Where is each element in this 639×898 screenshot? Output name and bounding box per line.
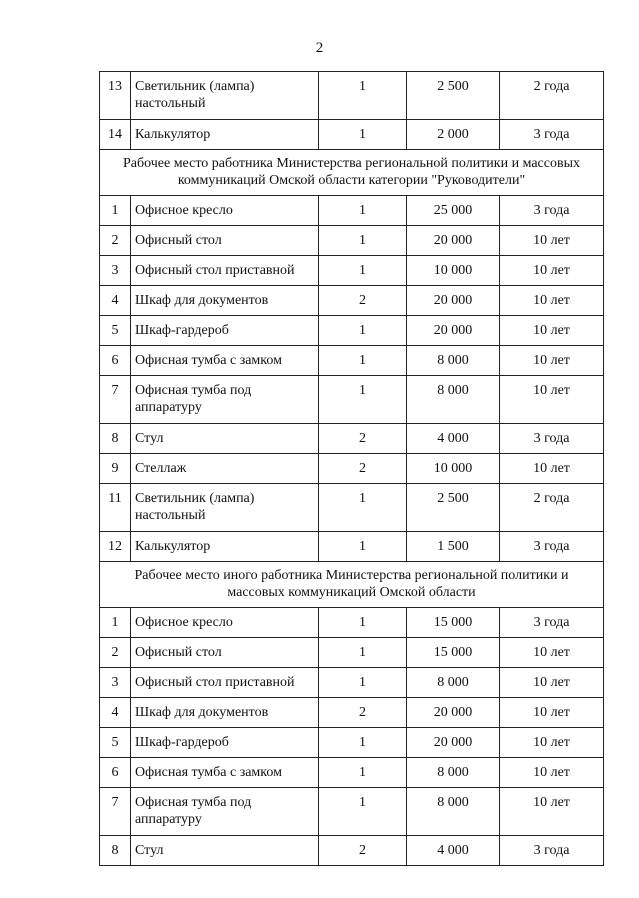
item-price: 20 000: [407, 316, 500, 346]
item-quantity: 1: [319, 788, 407, 836]
item-service-life: 10 лет: [500, 346, 604, 376]
row-number: 8: [100, 836, 131, 866]
item-price: 20 000: [407, 286, 500, 316]
item-name: Офисный стол: [131, 638, 319, 668]
item-quantity: 1: [319, 532, 407, 562]
item-quantity: 1: [319, 226, 407, 256]
item-name: Шкаф для документов: [131, 286, 319, 316]
row-number: 5: [100, 728, 131, 758]
item-price: 15 000: [407, 608, 500, 638]
item-quantity: 2: [319, 454, 407, 484]
table-row: [100, 698, 604, 728]
table-row: [100, 484, 604, 532]
item-price: 8 000: [407, 376, 500, 424]
row-number: 1: [100, 196, 131, 226]
item-quantity: 2: [319, 424, 407, 454]
table-row: [100, 286, 604, 316]
item-service-life: 10 лет: [500, 638, 604, 668]
row-number: 13: [100, 72, 131, 120]
row-number: 11: [100, 484, 131, 532]
item-price: 2 500: [407, 72, 500, 120]
item-price: 20 000: [407, 728, 500, 758]
item-service-life: 10 лет: [500, 668, 604, 698]
table-row: [100, 532, 604, 562]
row-number: 12: [100, 532, 131, 562]
item-quantity: 1: [319, 256, 407, 286]
row-number: 3: [100, 256, 131, 286]
item-service-life: 3 года: [500, 120, 604, 150]
item-quantity: 1: [319, 484, 407, 532]
item-price: 2 000: [407, 120, 500, 150]
item-name: Офисный стол приставной: [131, 668, 319, 698]
section-title: Рабочее место иного работника Министерства региональной политики и массовых коммуникаций Омской области: [100, 562, 604, 608]
item-service-life: 10 лет: [500, 698, 604, 728]
item-quantity: 1: [319, 728, 407, 758]
item-price: 25 000: [407, 196, 500, 226]
item-name: Шкаф-гардероб: [131, 728, 319, 758]
table-row: [100, 424, 604, 454]
row-number: 6: [100, 346, 131, 376]
row-number: 1: [100, 608, 131, 638]
row-number: 2: [100, 638, 131, 668]
item-service-life: 10 лет: [500, 788, 604, 836]
item-name: Офисный стол приставной: [131, 256, 319, 286]
row-number: 4: [100, 286, 131, 316]
item-quantity: 1: [319, 196, 407, 226]
item-quantity: 1: [319, 608, 407, 638]
row-number: 14: [100, 120, 131, 150]
row-number: 2: [100, 226, 131, 256]
item-service-life: 3 года: [500, 608, 604, 638]
item-name: Шкаф для документов: [131, 698, 319, 728]
item-service-life: 10 лет: [500, 728, 604, 758]
table-row: [100, 316, 604, 346]
item-service-life: 10 лет: [500, 376, 604, 424]
item-quantity: 1: [319, 638, 407, 668]
row-number: 7: [100, 788, 131, 836]
item-quantity: 1: [319, 316, 407, 346]
item-quantity: 1: [319, 758, 407, 788]
table-row: [100, 758, 604, 788]
item-name: Офисная тумба с замком: [131, 346, 319, 376]
row-number: 4: [100, 698, 131, 728]
item-service-life: 10 лет: [500, 758, 604, 788]
table-row: [100, 376, 604, 424]
item-price: 8 000: [407, 758, 500, 788]
table-row: [100, 120, 604, 150]
item-price: 8 000: [407, 788, 500, 836]
item-price: 4 000: [407, 836, 500, 866]
item-name: Офисный стол: [131, 226, 319, 256]
row-number: 6: [100, 758, 131, 788]
item-name: Офисное кресло: [131, 196, 319, 226]
table-row: [100, 256, 604, 286]
item-service-life: 10 лет: [500, 454, 604, 484]
table-row: [100, 836, 604, 866]
item-price: 2 500: [407, 484, 500, 532]
section-header-row: [100, 150, 604, 196]
item-name: Офисное кресло: [131, 608, 319, 638]
item-price: 8 000: [407, 668, 500, 698]
item-price: 20 000: [407, 698, 500, 728]
item-price: 4 000: [407, 424, 500, 454]
item-service-life: 3 года: [500, 532, 604, 562]
item-service-life: 10 лет: [500, 286, 604, 316]
item-quantity: 1: [319, 668, 407, 698]
item-name: Стул: [131, 836, 319, 866]
item-price: 20 000: [407, 226, 500, 256]
table-row: [100, 226, 604, 256]
table-row: [100, 346, 604, 376]
item-service-life: 3 года: [500, 424, 604, 454]
table-row: [100, 72, 604, 120]
item-name: Светильник (лампа) настольный: [131, 484, 319, 532]
item-service-life: 3 года: [500, 196, 604, 226]
item-service-life: 2 года: [500, 484, 604, 532]
item-quantity: 1: [319, 376, 407, 424]
row-number: 3: [100, 668, 131, 698]
item-quantity: 1: [319, 72, 407, 120]
item-name: Стул: [131, 424, 319, 454]
item-quantity: 2: [319, 698, 407, 728]
table-row: [100, 608, 604, 638]
table-row: [100, 454, 604, 484]
item-quantity: 2: [319, 286, 407, 316]
item-price: 10 000: [407, 454, 500, 484]
table-row: [100, 196, 604, 226]
item-quantity: 1: [319, 346, 407, 376]
section-header-row: [100, 562, 604, 608]
row-number: 9: [100, 454, 131, 484]
section-title: Рабочее место работника Министерства региональной политики и массовых коммуникаций Омской области категории "Руководители": [100, 150, 604, 196]
item-service-life: 10 лет: [500, 316, 604, 346]
table-body: [100, 72, 604, 866]
item-name: Офисная тумба под аппаратуру: [131, 788, 319, 836]
table-row: [100, 668, 604, 698]
table-row: [100, 638, 604, 668]
table-row: [100, 728, 604, 758]
equipment-table: [99, 71, 604, 866]
row-number: 7: [100, 376, 131, 424]
item-service-life: 2 года: [500, 72, 604, 120]
item-name: Шкаф-гардероб: [131, 316, 319, 346]
item-name: Офисная тумба под аппаратуру: [131, 376, 319, 424]
item-name: Светильник (лампа) настольный: [131, 72, 319, 120]
row-number: 5: [100, 316, 131, 346]
item-name: Калькулятор: [131, 532, 319, 562]
item-price: 15 000: [407, 638, 500, 668]
row-number: 8: [100, 424, 131, 454]
item-name: Калькулятор: [131, 120, 319, 150]
item-service-life: 3 года: [500, 836, 604, 866]
item-quantity: 1: [319, 120, 407, 150]
item-price: 10 000: [407, 256, 500, 286]
item-service-life: 10 лет: [500, 226, 604, 256]
item-quantity: 2: [319, 836, 407, 866]
page-number: 2: [315, 40, 324, 56]
item-name: Офисная тумба с замком: [131, 758, 319, 788]
item-price: 8 000: [407, 346, 500, 376]
item-name: Стеллаж: [131, 454, 319, 484]
item-price: 1 500: [407, 532, 500, 562]
table-row: [100, 788, 604, 836]
item-service-life: 10 лет: [500, 256, 604, 286]
